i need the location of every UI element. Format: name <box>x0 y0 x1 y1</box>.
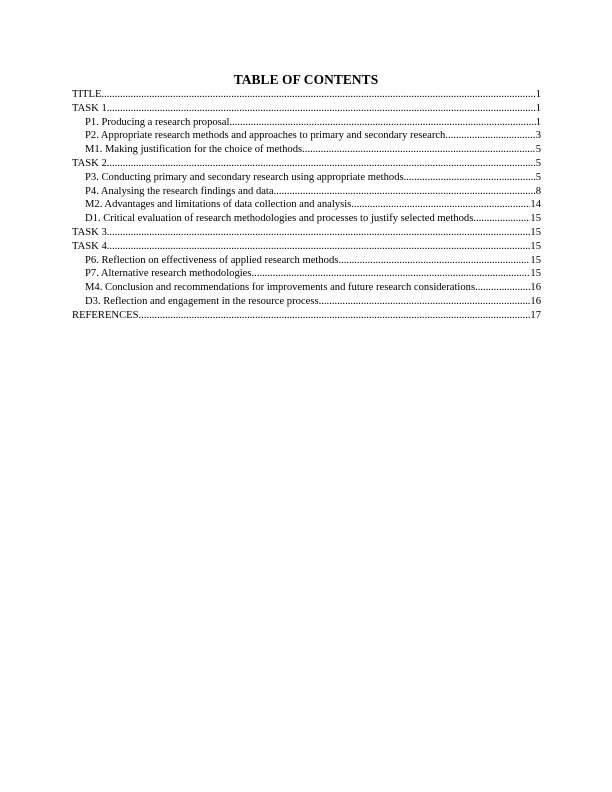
toc-dot-leader <box>351 198 530 212</box>
toc-dot-leader <box>475 281 530 295</box>
toc-entry-label: TASK 3 <box>72 226 107 238</box>
toc-dot-leader <box>107 102 536 116</box>
toc-dot-leader <box>274 185 536 199</box>
toc-entry[interactable] <box>72 281 541 295</box>
toc-entry[interactable] <box>72 226 541 240</box>
toc-dot-leader <box>101 88 535 102</box>
toc-entry[interactable] <box>72 295 541 309</box>
toc-entry-label: P7. Alternative research methodologies <box>85 268 252 280</box>
toc-entry-page-number: 3 <box>535 130 541 142</box>
toc-entry-page-number: 5 <box>535 144 541 156</box>
toc-entry-page-number: 15 <box>530 226 541 238</box>
toc-entry[interactable] <box>72 129 541 143</box>
toc-entry[interactable] <box>72 157 541 171</box>
toc-entry[interactable] <box>72 143 541 157</box>
toc-dot-leader <box>252 267 531 281</box>
toc-entry-page-number: 15 <box>530 213 541 225</box>
toc-entry-label: TASK 2 <box>72 157 107 169</box>
toc-entry-label: P1. Producing a research proposal <box>85 116 230 128</box>
toc-entry[interactable] <box>72 116 541 130</box>
toc-dot-leader <box>302 143 536 157</box>
toc-entry-page-number: 14 <box>530 199 541 211</box>
toc-dot-leader <box>473 212 530 226</box>
toc-entry-page-number: 1 <box>535 102 541 114</box>
toc-dot-leader <box>107 240 531 254</box>
table-of-contents <box>72 88 541 323</box>
toc-entry-page-number: 17 <box>530 309 541 321</box>
toc-entry-page-number: 16 <box>530 282 541 294</box>
toc-entry-label: P2. Appropriate research methods and approaches to primary and secondary research <box>85 130 446 142</box>
toc-entry[interactable] <box>72 102 541 116</box>
toc-entry-label: P4. Analysing the research findings and data <box>85 185 274 197</box>
toc-entry[interactable] <box>72 240 541 254</box>
toc-entry-label: TASK 1 <box>72 102 107 114</box>
toc-entry-page-number: 5 <box>535 171 541 183</box>
toc-entry-page-number: 15 <box>530 268 541 280</box>
toc-dot-leader <box>404 171 536 185</box>
toc-entry[interactable] <box>72 171 541 185</box>
toc-entry-label: REFERENCES <box>72 309 139 321</box>
toc-entry-page-number: 8 <box>535 185 541 197</box>
toc-entry-page-number: 5 <box>535 157 541 169</box>
toc-entry-label: TASK 4 <box>72 240 107 252</box>
toc-dot-leader <box>338 254 530 268</box>
toc-dot-leader <box>319 295 531 309</box>
toc-entry-label: D3. Reflection and engagement in the resource process <box>85 295 319 307</box>
toc-dot-leader <box>107 226 531 240</box>
toc-entry[interactable] <box>72 267 541 281</box>
toc-entry[interactable] <box>72 309 541 323</box>
toc-entry[interactable] <box>72 185 541 199</box>
toc-entry-page-number: 15 <box>530 254 541 266</box>
toc-entry-label: P6. Reflection on effectiveness of applied research methods <box>85 254 339 266</box>
toc-dot-leader <box>445 129 535 143</box>
toc-dot-leader <box>107 157 536 171</box>
toc-entry-page-number: 16 <box>530 295 541 307</box>
toc-entry-label: M4. Conclusion and recommendations for improvements and future research considerations <box>85 282 476 294</box>
toc-entry[interactable] <box>72 88 541 102</box>
toc-entry-label: P3. Conducting primary and secondary research using appropriate methods <box>85 171 404 183</box>
toc-entry-label: D1. Critical evaluation of research methodologies and processes to justify selected methods <box>85 213 474 225</box>
toc-entry-label: TITLE <box>72 89 102 100</box>
toc-entry-label: M1. Making justification for the choice of methods <box>85 144 303 156</box>
toc-dot-leader <box>229 116 535 130</box>
toc-dot-leader <box>139 309 531 323</box>
toc-entry-label: M2. Advantages and limitations of data collection and analysis <box>85 199 352 211</box>
toc-entry-page-number: 1 <box>535 89 541 100</box>
toc-entry[interactable] <box>72 254 541 268</box>
toc-entry-page-number: 15 <box>530 240 541 252</box>
toc-heading: TABLE OF CONTENTS <box>233 72 379 87</box>
toc-entry-page-number: 1 <box>535 116 541 128</box>
toc-entry[interactable] <box>72 198 541 212</box>
toc-entry[interactable] <box>72 212 541 226</box>
